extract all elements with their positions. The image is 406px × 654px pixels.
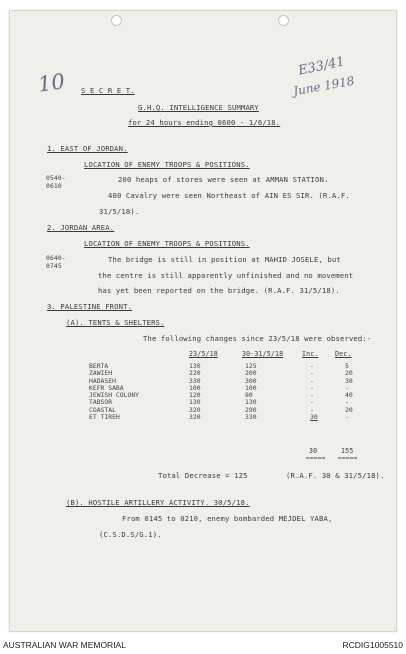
table-cell: 200 [245,369,257,378]
table-cell: ZAWIEH [89,369,113,378]
table-cell: - [345,398,349,407]
table-cell: 30 [310,413,318,422]
table-cell: 220 [189,369,201,378]
table-cell: 130 [245,398,257,407]
section-1-text: 200 heaps of stores were seen at AMMAN STATION. [118,175,329,184]
total-underline: ===== [338,455,358,462]
total-underline: ===== [306,455,326,462]
document-page [9,10,397,632]
section-3a-subheading: (A). TENTS & SHELTERS. [66,318,165,327]
table-cell: TABSOR [89,398,113,407]
total-decrease-sum: 155 [341,447,354,455]
table-cell: 40 [345,391,353,400]
table-cell: 20 [345,369,353,378]
section-1-heading: 1. EAST OF JORDAN. [47,144,128,153]
table-cell: - [345,413,349,422]
table-cell: - [310,362,314,370]
total-line: Total Decrease = 125 [158,471,248,480]
table-column-header: Dec. [335,350,352,358]
table-cell: 5 [345,362,349,370]
section-1-time: 0610 [46,183,62,190]
footer-source: AUSTRALIAN WAR MEMORIAL [3,640,126,650]
table-cell: 330 [245,413,257,422]
table-cell: 100 [245,383,257,392]
punch-hole [278,15,289,26]
section-2-time: 0745 [46,263,62,270]
table-cell: 290 [245,405,257,414]
total-increase: 30 [309,447,318,455]
footer [0,638,406,654]
table-cell: 300 [245,376,257,385]
table-cell: - [310,383,314,392]
section-1-time: 0540- [46,175,66,182]
total-source: (R.A.F. 30 & 31/5/18). [286,471,385,480]
table-cell: BERTA [89,362,109,370]
section-3b-text: From 0145 to 0210, enemy bombarded MEJDEL YABA, [122,514,333,523]
table-cell: - [310,391,314,400]
table-column-header: Inc. [302,350,319,358]
section-3b-text: (C.S.D.S/G.1). [99,530,162,539]
table-cell: - [310,405,314,414]
footer-record-id: RCDIG1005510 [342,640,403,650]
table-cell: 125 [245,362,257,370]
document-title: G.H.Q. INTELLIGENCE SUMMARY [138,103,259,112]
document-period: for 24 hours ending 0600 - 1/6/18. [128,118,281,127]
table-cell: 130 [189,398,201,407]
classification: S E C R E T. [81,86,135,95]
table-cell: - [310,376,314,385]
section-2-heading: 2. JORDAN AREA. [47,223,115,232]
table-cell: - [310,398,314,407]
handwritten-date: June 1918 [292,73,356,99]
table-cell: 320 [189,413,201,422]
section-1-text: 400 Cavalry were seen Northeast of AIN ES SIR. (R.A.F. [108,191,350,200]
handwritten-reference: E33/41 [296,54,347,79]
table-cell: 100 [189,383,201,392]
table-cell: - [310,369,314,378]
table-cell: ET TIREH [89,413,120,422]
table-cell: KEFR SABA [89,383,124,392]
punch-hole [111,15,122,26]
table-cell: 80 [245,391,253,400]
section-1-subheading: LOCATION OF ENEMY TROOPS & POSITIONS. [84,160,250,169]
table-cell: 330 [189,376,201,385]
handwritten-margin-mark: 10 [36,69,67,97]
table-cell: 20 [345,405,353,414]
section-2-text: the centre is still apparently unfinished and no movement [98,271,354,280]
table-cell: HADASEH [89,376,116,385]
table-cell: 120 [189,391,201,400]
section-1-text: 31/5/18). [99,207,140,216]
section-2-text: The bridge is still in position at MAHID JOSELE, but [108,255,341,264]
table-cell: COASTAL [89,405,116,414]
section-2-text: has yet been reported on the bridge. (R.A.F. 31/5/18). [98,286,340,295]
section-3b-subheading: (B). HOSTILE ARTILLERY ACTIVITY. 30/5/18. [66,498,250,507]
table-cell: 130 [189,362,201,370]
section-2-subheading: LOCATION OF ENEMY TROOPS & POSITIONS. [84,239,250,248]
table-column-header: 23/5/18 [189,350,218,358]
table-cell: 30 [345,376,353,385]
table-cell: - [345,383,349,392]
section-3-heading: 3. PALESTINE FRONT. [47,302,133,311]
section-2-time: 0640- [46,255,66,262]
table-column-header: 30-31/5/18 [242,350,284,358]
table-cell: JEWISH COLONY [89,391,140,400]
table-cell: 320 [189,405,201,414]
section-3a-intro: The following changes since 23/5/18 were observed:- [143,334,372,343]
